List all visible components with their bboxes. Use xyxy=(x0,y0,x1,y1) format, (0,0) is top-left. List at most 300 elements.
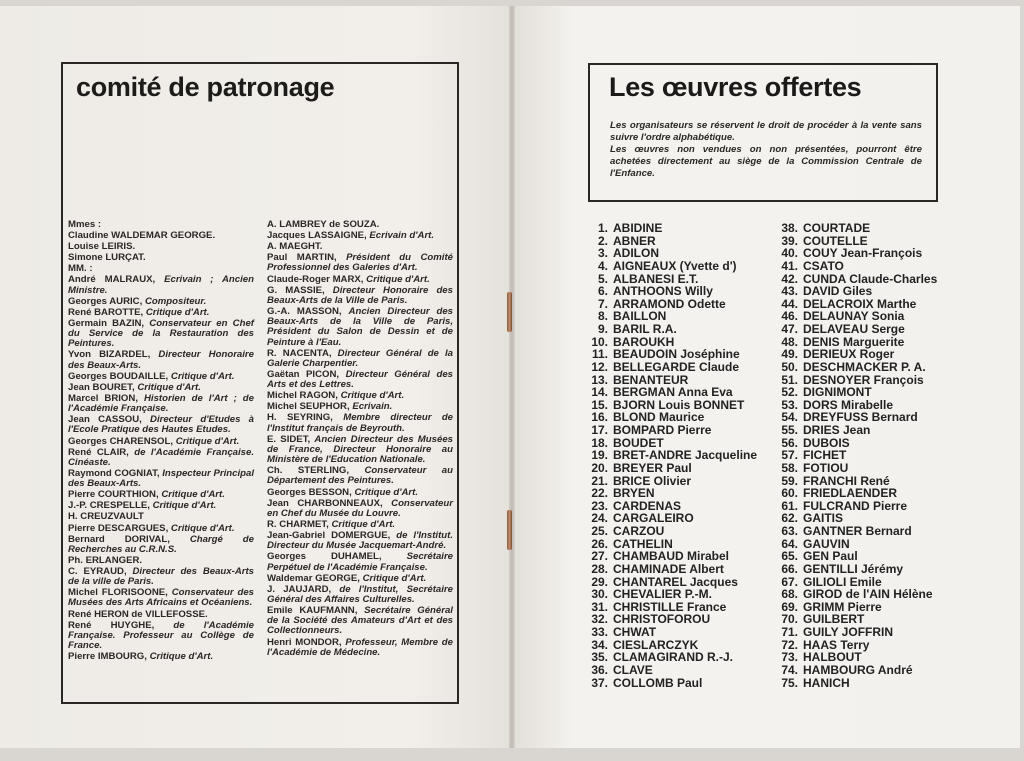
item-number: 42. xyxy=(781,271,798,286)
patron-name: A. LAMBREY de SOUZA. xyxy=(267,219,380,230)
artist-name: DERIEUX Roger xyxy=(803,347,895,362)
patron-title: Conservateur en Chef du Service de la Restauration des Peintures. xyxy=(68,317,254,350)
patron-title: Ecrivain ; Ancien Ministre. xyxy=(68,274,254,296)
item-number: 3. xyxy=(597,246,608,261)
patron-name: G.-A. MASSON, xyxy=(267,305,342,317)
artist-name: BREYER Paul xyxy=(613,460,692,475)
item-number: 22. xyxy=(591,486,608,501)
patron-name: René HUYGHE, xyxy=(68,619,155,631)
patron-title: Conservateur des Musées des Arts Africains et Océaniens. xyxy=(68,587,254,609)
artist-name: CARDENAS xyxy=(613,498,682,513)
artist-name: CATHELIN xyxy=(613,536,673,551)
patron-entry xyxy=(68,556,254,566)
patron-title: Président du Comité Professionnel des Galeries d'Art. xyxy=(267,252,453,274)
artist-name: COUY Jean-François xyxy=(803,246,923,261)
patron-name: E. SIDET, xyxy=(267,433,311,445)
artist-name: BAILLON xyxy=(613,309,667,324)
artist-name: HAMBOURG André xyxy=(803,662,913,677)
item-number: 69. xyxy=(781,599,798,614)
item-number: 26. xyxy=(591,536,608,551)
artist-name: DENIS Marguerite xyxy=(803,334,905,349)
artist-name: CIESLARCZYK xyxy=(613,637,699,652)
artist-list-item xyxy=(580,222,757,235)
artist-name: HANICH xyxy=(803,675,850,690)
patron-entry xyxy=(267,220,453,230)
item-number: 2. xyxy=(597,233,608,248)
artist-name: CSATO xyxy=(803,258,844,273)
artist-name: DUBOIS xyxy=(803,435,850,450)
item-number: 44. xyxy=(781,296,798,311)
patron-entry xyxy=(267,531,453,551)
patron-entry xyxy=(68,512,254,522)
item-number: 12. xyxy=(591,359,608,374)
patron-entry xyxy=(68,610,254,620)
item-number: 8. xyxy=(597,309,608,324)
intro-paragraph-2: Les œuvres non vendues on non présentées, pourront être achetées directement au siège de la Commission Centrale de l'Enfance. xyxy=(610,144,922,179)
item-number: 50. xyxy=(781,359,798,374)
patron-title: Critique d'Art. xyxy=(170,522,235,534)
artist-list-2 xyxy=(770,222,937,689)
artist-name: ADILON xyxy=(613,246,659,261)
artist-name: BRET-ANDRE Jacqueline xyxy=(613,448,758,463)
patron-name: Bernard DORIVAL, xyxy=(68,533,170,545)
artist-list-item xyxy=(580,424,757,437)
item-number: 64. xyxy=(781,536,798,551)
patronage-column-1 xyxy=(68,220,254,663)
patron-title: Critique d'Art. xyxy=(149,651,214,663)
patron-name: René CLAIR, xyxy=(68,446,129,458)
artist-name: FICHET xyxy=(803,448,847,463)
item-number: 49. xyxy=(781,347,798,362)
artist-name: ABNER xyxy=(613,233,656,248)
artist-name: GEN Paul xyxy=(803,549,858,564)
item-number: 43. xyxy=(781,284,798,299)
artist-name: CLAVE xyxy=(613,662,653,677)
artist-name: DELAVEAU Serge xyxy=(803,322,905,336)
item-number: 47. xyxy=(781,322,798,336)
artist-name: CHANTAREL Jacques xyxy=(613,574,738,589)
patron-entry xyxy=(68,501,254,511)
patron-name: H. SEYRING, xyxy=(267,412,333,424)
artist-name: BLOND Maurice xyxy=(613,410,705,425)
patron-name: Pierre COURTHION, xyxy=(68,489,159,501)
patron-name: Jean BOURET, xyxy=(68,381,135,393)
patron-title: Critique d'Art. xyxy=(137,381,201,393)
patron-name: Simone LURÇAT. xyxy=(68,252,146,264)
patron-entry xyxy=(267,253,453,273)
artist-name: BAROUKH xyxy=(613,334,675,349)
patron-name: G. MASSIE, xyxy=(267,284,325,296)
patron-name: Pierre IMBOURG, xyxy=(68,651,147,663)
artist-name: BELLEGARDE Claude xyxy=(613,359,740,374)
patron-name: André MALRAUX, xyxy=(68,274,156,286)
item-number: 24. xyxy=(591,511,608,526)
patron-name: Michel FLORISOONE, xyxy=(68,587,168,599)
patron-entry xyxy=(68,394,254,414)
item-number: 75. xyxy=(781,675,798,690)
artist-name: GAUVIN xyxy=(803,536,850,551)
patron-name: Georges AURIC, xyxy=(68,295,143,307)
item-number: 59. xyxy=(781,473,798,488)
patron-entry xyxy=(68,264,254,274)
item-number: 4. xyxy=(597,258,608,273)
patron-entry xyxy=(68,275,254,295)
patron-title: Professeur, Membre de l'Académie de Médecine. xyxy=(267,636,453,658)
patron-name: Marcel BRION, xyxy=(68,392,138,404)
patron-entry xyxy=(267,242,453,252)
patron-entry xyxy=(68,588,254,608)
item-number: 57. xyxy=(781,448,798,463)
patron-title: Directeur des Beaux-Arts de la ville de Paris. xyxy=(68,565,255,588)
patron-name: Jean CHARBONNEAUX, xyxy=(267,497,383,509)
patron-name: Ph. ERLANGER. xyxy=(68,554,143,566)
patron-entry xyxy=(68,415,254,435)
patron-title: Critique d'Art. xyxy=(354,486,419,498)
item-number: 11. xyxy=(591,347,608,362)
patron-title: Critique d'Art. xyxy=(340,390,405,402)
patron-name: Pierre DESCARGUES, xyxy=(68,522,169,534)
patron-name: Mmes : xyxy=(68,219,102,230)
artist-name: FRIEDLAENDER xyxy=(803,486,898,501)
item-number: 25. xyxy=(591,524,608,538)
artist-name: GANTNER Bernard xyxy=(803,524,912,538)
patron-title: Critique d'Art. xyxy=(331,518,396,530)
artist-name: BOUDET xyxy=(613,435,664,450)
patron-name: J.-P. CRESPELLE, xyxy=(68,500,150,512)
item-number: 1. xyxy=(597,221,608,235)
patron-name: Georges BOUDAILLE, xyxy=(68,370,169,382)
artist-name: DREYFUSS Bernard xyxy=(803,410,918,425)
item-number: 52. xyxy=(781,385,798,400)
item-number: 21. xyxy=(591,473,608,488)
item-number: 10. xyxy=(591,334,608,349)
artist-name: BARIL R.A. xyxy=(613,322,677,336)
artist-name: FRANCHI René xyxy=(803,473,890,488)
artist-name: BJORN Louis BONNET xyxy=(613,397,745,412)
patron-name: René BAROTTE, xyxy=(68,306,144,318)
item-number: 54. xyxy=(781,410,798,425)
artist-name: COURTADE xyxy=(803,221,871,235)
staple-bottom xyxy=(507,510,512,550)
item-number: 46. xyxy=(781,309,798,324)
patron-entry xyxy=(267,307,453,348)
item-number: 33. xyxy=(591,625,608,639)
item-number: 18. xyxy=(591,435,608,450)
patron-title: Compositeur. xyxy=(144,295,207,307)
patron-entry xyxy=(68,535,254,555)
patron-name: Georges BESSON, xyxy=(267,486,352,498)
patron-entry xyxy=(267,370,453,390)
item-number: 63. xyxy=(781,524,798,538)
patron-entry xyxy=(267,499,453,519)
artist-list-item xyxy=(770,424,937,437)
patron-title: Critique d'Art. xyxy=(145,306,210,318)
item-number: 35. xyxy=(591,650,608,665)
patron-entry xyxy=(68,490,254,500)
artist-name: BERGMAN Anna Eva xyxy=(613,385,733,400)
patron-title: de l'Académie Française. Cinéaste. xyxy=(68,446,254,468)
artist-name: DELACROIX Marthe xyxy=(803,296,917,311)
patron-title: Directeur Général des Arts et des Lettres. xyxy=(267,368,454,391)
patron-title: Secrétaire Général de la Société des Amateurs d'Art et des Collectionneurs. xyxy=(267,605,453,637)
item-number: 9. xyxy=(597,322,608,336)
item-number: 48. xyxy=(781,334,798,349)
patron-name: Waldemar GEORGE, xyxy=(267,572,360,584)
artist-list-item xyxy=(770,247,937,260)
works-intro xyxy=(610,120,922,180)
artist-name: FULCRAND Pierre xyxy=(803,498,908,513)
patron-title: Directeur d'Etudes à l'Ecole Pratique des Hautes Etudes. xyxy=(68,414,255,436)
item-number: 51. xyxy=(781,372,798,387)
item-number: 70. xyxy=(781,612,798,627)
patron-entry xyxy=(68,242,254,252)
item-number: 20. xyxy=(591,460,608,475)
patron-title: Critique d'Art. xyxy=(170,370,235,382)
artist-name: DAVID Giles xyxy=(803,284,873,299)
artist-name: DIGNIMONT xyxy=(803,385,872,400)
artist-list-item xyxy=(580,651,757,664)
item-number: 17. xyxy=(591,423,608,437)
patron-entry xyxy=(68,372,254,382)
patron-title: Ecrivain d'Art. xyxy=(369,230,435,242)
patron-name: René HERON de VILLEFOSSE. xyxy=(68,608,208,620)
patron-title: Conservateur au Département des Peintures. xyxy=(267,465,453,487)
patron-entry xyxy=(68,652,254,662)
artist-list-item xyxy=(770,449,937,462)
item-number: 68. xyxy=(781,587,798,602)
patron-entry xyxy=(68,524,254,534)
patronage-title: comité de patronage xyxy=(76,72,335,102)
artist-name: ABIDINE xyxy=(613,221,663,235)
patron-name: Henri MONDOR, xyxy=(267,636,342,648)
artist-name: BEAUDOIN Joséphine xyxy=(613,347,740,362)
works-title: Les œuvres offertes xyxy=(609,72,862,102)
patron-name: Georges DUHAMEL, xyxy=(267,551,382,563)
artist-name: BOMPARD Pierre xyxy=(613,423,712,437)
patron-name: Georges CHARENSOL, xyxy=(68,435,174,447)
artist-name: DESNOYER François xyxy=(803,372,924,387)
item-number: 15. xyxy=(591,397,608,412)
patron-entry xyxy=(267,466,453,486)
item-number: 66. xyxy=(781,561,798,576)
patron-entry xyxy=(267,638,453,658)
patron-name: Yvon BIZARDEL, xyxy=(68,349,151,361)
artist-name: CHEVALIER P.-M. xyxy=(613,587,712,602)
artist-name: DESCHMACKER P. A. xyxy=(803,359,926,374)
patron-name: Jacques LASSAIGNE, xyxy=(267,230,367,242)
artist-name: DORS Mirabelle xyxy=(803,397,894,412)
patron-entry xyxy=(267,585,453,605)
artist-name: CHWAT xyxy=(613,625,657,639)
patron-name: Emile KAUFMANN, xyxy=(267,605,358,617)
patron-name: H. CREUZVAULT xyxy=(68,511,144,523)
artist-list-item xyxy=(770,677,937,690)
item-number: 72. xyxy=(781,637,798,652)
item-number: 28. xyxy=(591,561,608,576)
patron-title: Critique d'Art. xyxy=(175,435,240,447)
artist-name: GUILY JOFFRIN xyxy=(803,625,894,639)
item-number: 39. xyxy=(781,233,798,248)
artist-name: CARZOU xyxy=(613,524,665,538)
item-number: 13. xyxy=(591,372,608,387)
patronage-column-2 xyxy=(267,220,453,659)
patron-entry xyxy=(267,413,453,433)
item-number: 67. xyxy=(781,574,798,589)
patron-title: Critique d'Art. xyxy=(366,273,430,285)
artist-name: DRIES Jean xyxy=(803,423,871,437)
artist-name: CHAMBAUD Mirabel xyxy=(613,549,730,564)
patron-entry xyxy=(267,435,453,466)
patron-name: Ch. STERLING, xyxy=(267,465,350,477)
item-number: 34. xyxy=(591,637,608,652)
patron-name: Louise LEIRIS. xyxy=(68,241,136,253)
patron-title: Directeur Général de la Galerie Charpentier. xyxy=(267,347,453,369)
booklet-spine xyxy=(509,6,515,748)
item-number: 16. xyxy=(591,410,608,425)
artist-list-item xyxy=(770,664,937,677)
patron-name: Claude-Roger MARX, xyxy=(267,273,364,285)
artist-list-item xyxy=(770,525,937,538)
patron-title: de l'Institut, Secrétaire Général des Affaires Culturelles. xyxy=(267,583,453,605)
artist-name: HALBOUT xyxy=(803,650,862,665)
patron-entry xyxy=(68,308,254,318)
patron-entry xyxy=(267,520,453,530)
item-number: 32. xyxy=(591,612,608,627)
patron-title: Secrétaire Perpétuel de l'Académie Française. xyxy=(267,551,454,573)
patron-title: Critique d'Art. xyxy=(362,572,427,584)
item-number: 30. xyxy=(591,587,608,602)
item-number: 36. xyxy=(591,662,608,677)
item-number: 38. xyxy=(781,221,798,235)
patron-entry xyxy=(267,552,453,572)
patron-name: Claudine WALDEMAR GEORGE. xyxy=(68,230,216,242)
patron-title: Conservateur en Chef du Musée du Louvre. xyxy=(267,497,453,519)
artist-name: DELAUNAY Sonia xyxy=(803,309,905,324)
item-number: 37. xyxy=(591,675,608,690)
artist-name: HAAS Terry xyxy=(803,637,870,652)
item-number: 61. xyxy=(781,498,798,513)
patron-name: J. JAUJARD, xyxy=(267,583,332,595)
patron-entry xyxy=(267,231,453,241)
patron-title: Ancien Directeur des Musées de France, Directeur Honoraire au Ministère de l'Education Nationale. xyxy=(267,433,453,466)
patron-title: Ancien Directeur des Beaux-Arts de la Ville de Paris, Président du Salon de Dessin et de Peinture à l'Eau. xyxy=(267,305,453,348)
patron-entry xyxy=(68,319,254,350)
artist-name: ALBANESI E.T. xyxy=(613,271,699,286)
patron-entry xyxy=(267,275,453,285)
patron-entry xyxy=(68,567,254,587)
artist-name: ARRAMOND Odette xyxy=(613,296,726,311)
item-number: 29. xyxy=(591,574,608,589)
artist-name: COUTELLE xyxy=(803,233,868,248)
patron-title: Membre directeur de l'Institut français de Beyrouth. xyxy=(267,412,454,434)
patron-entry xyxy=(267,606,453,637)
item-number: 60. xyxy=(781,486,798,501)
patron-title: Critique d'Art. xyxy=(152,500,217,512)
patron-name: Germain BAZIN, xyxy=(68,317,145,329)
patron-name: R. NACENTA, xyxy=(267,347,332,359)
patron-name: Gaëtan PICON, xyxy=(267,368,340,380)
artist-name: BRICE Olivier xyxy=(613,473,692,488)
artist-name: AIGNEAUX (Yvette d') xyxy=(613,258,737,273)
artist-name: CARGALEIRO xyxy=(613,511,694,526)
patron-title: Critique d'Art. xyxy=(161,489,225,501)
item-number: 74. xyxy=(781,662,798,677)
artist-name: GILIOLI Emile xyxy=(803,574,882,589)
artist-name: GIROD de l'AIN Hélène xyxy=(803,587,933,602)
artist-list-1 xyxy=(580,222,757,689)
patron-entry xyxy=(267,488,453,498)
artist-name: GUILBERT xyxy=(803,612,865,627)
item-number: 58. xyxy=(781,460,798,475)
patron-entry xyxy=(68,220,254,230)
artist-name: CHRISTOFOROU xyxy=(613,612,711,627)
patron-entry xyxy=(267,574,453,584)
item-number: 14. xyxy=(591,385,608,400)
artist-name: GENTILLI Jérémy xyxy=(803,561,904,576)
patron-entry xyxy=(68,231,254,241)
patron-title: Inspecteur Principal des Beaux-Arts. xyxy=(68,467,254,490)
item-number: 40. xyxy=(781,246,798,261)
patron-name: Jean-Gabriel DOMERGUE, xyxy=(267,530,391,542)
artist-name: GRIMM Pierre xyxy=(803,599,882,614)
patron-title: Historien de l'Art ; de l'Académie Française. xyxy=(68,392,254,415)
patron-entry xyxy=(68,350,254,370)
patron-name: Paul MARTIN, xyxy=(267,252,337,264)
item-number: 31. xyxy=(591,599,608,614)
patron-name: Raymond COGNIAT, xyxy=(68,467,160,479)
item-number: 19. xyxy=(591,448,608,463)
artist-name: BRYEN xyxy=(613,486,655,501)
staple-top xyxy=(507,292,512,332)
patron-title: Ecrivain. xyxy=(352,401,393,413)
artist-name: CUNDA Claude-Charles xyxy=(803,271,938,286)
patron-entry xyxy=(267,391,453,401)
item-number: 62. xyxy=(781,511,798,526)
artist-list-item xyxy=(580,677,757,690)
artist-name: BENANTEUR xyxy=(613,372,689,387)
patron-entry xyxy=(267,402,453,412)
artist-name: CHRISTILLE France xyxy=(613,599,727,614)
item-number: 53. xyxy=(781,397,798,412)
artist-name: COLLOMB Paul xyxy=(613,675,703,690)
patron-entry xyxy=(68,297,254,307)
patron-name: MM. : xyxy=(68,263,93,275)
item-number: 6. xyxy=(597,284,608,299)
patron-entry xyxy=(68,437,254,447)
intro-paragraph-1: Les organisateurs se réservent le droit de procéder à la vente sans suivre l'ordre alphabétique. xyxy=(610,120,922,143)
item-number: 55. xyxy=(781,423,798,437)
patron-title: Chargé de Recherches au C.R.N.S. xyxy=(68,533,255,555)
patron-title: de l'Académie Française. Professeur au Collège de France. xyxy=(68,619,255,652)
patron-name: Michel SEUPHOR, xyxy=(267,401,350,413)
item-number: 71. xyxy=(781,625,798,639)
patron-entry xyxy=(68,448,254,468)
patron-name: Jean CASSOU, xyxy=(68,414,142,426)
patron-title: Directeur Honoraire des Beaux-Arts. xyxy=(68,349,254,371)
patron-name: A. MAEGHT. xyxy=(267,241,323,253)
patron-name: C. EYRAUD, xyxy=(68,565,127,577)
patron-title: de l'Institut. Directeur du Musée Jacquemart-André. xyxy=(267,530,454,552)
patron-title: Directeur Honoraire des Beaux-Arts de la Ville de Paris. xyxy=(267,284,453,306)
artist-name: CLAMAGIRAND R.-J. xyxy=(613,650,733,665)
item-number: 73. xyxy=(781,650,798,665)
item-number: 27. xyxy=(591,549,608,564)
item-number: 56. xyxy=(781,435,798,450)
artist-name: CHAMINADE Albert xyxy=(613,561,724,576)
item-number: 23. xyxy=(591,498,608,513)
patron-name: R. CHARMET, xyxy=(267,518,329,530)
patron-entry xyxy=(267,286,453,306)
